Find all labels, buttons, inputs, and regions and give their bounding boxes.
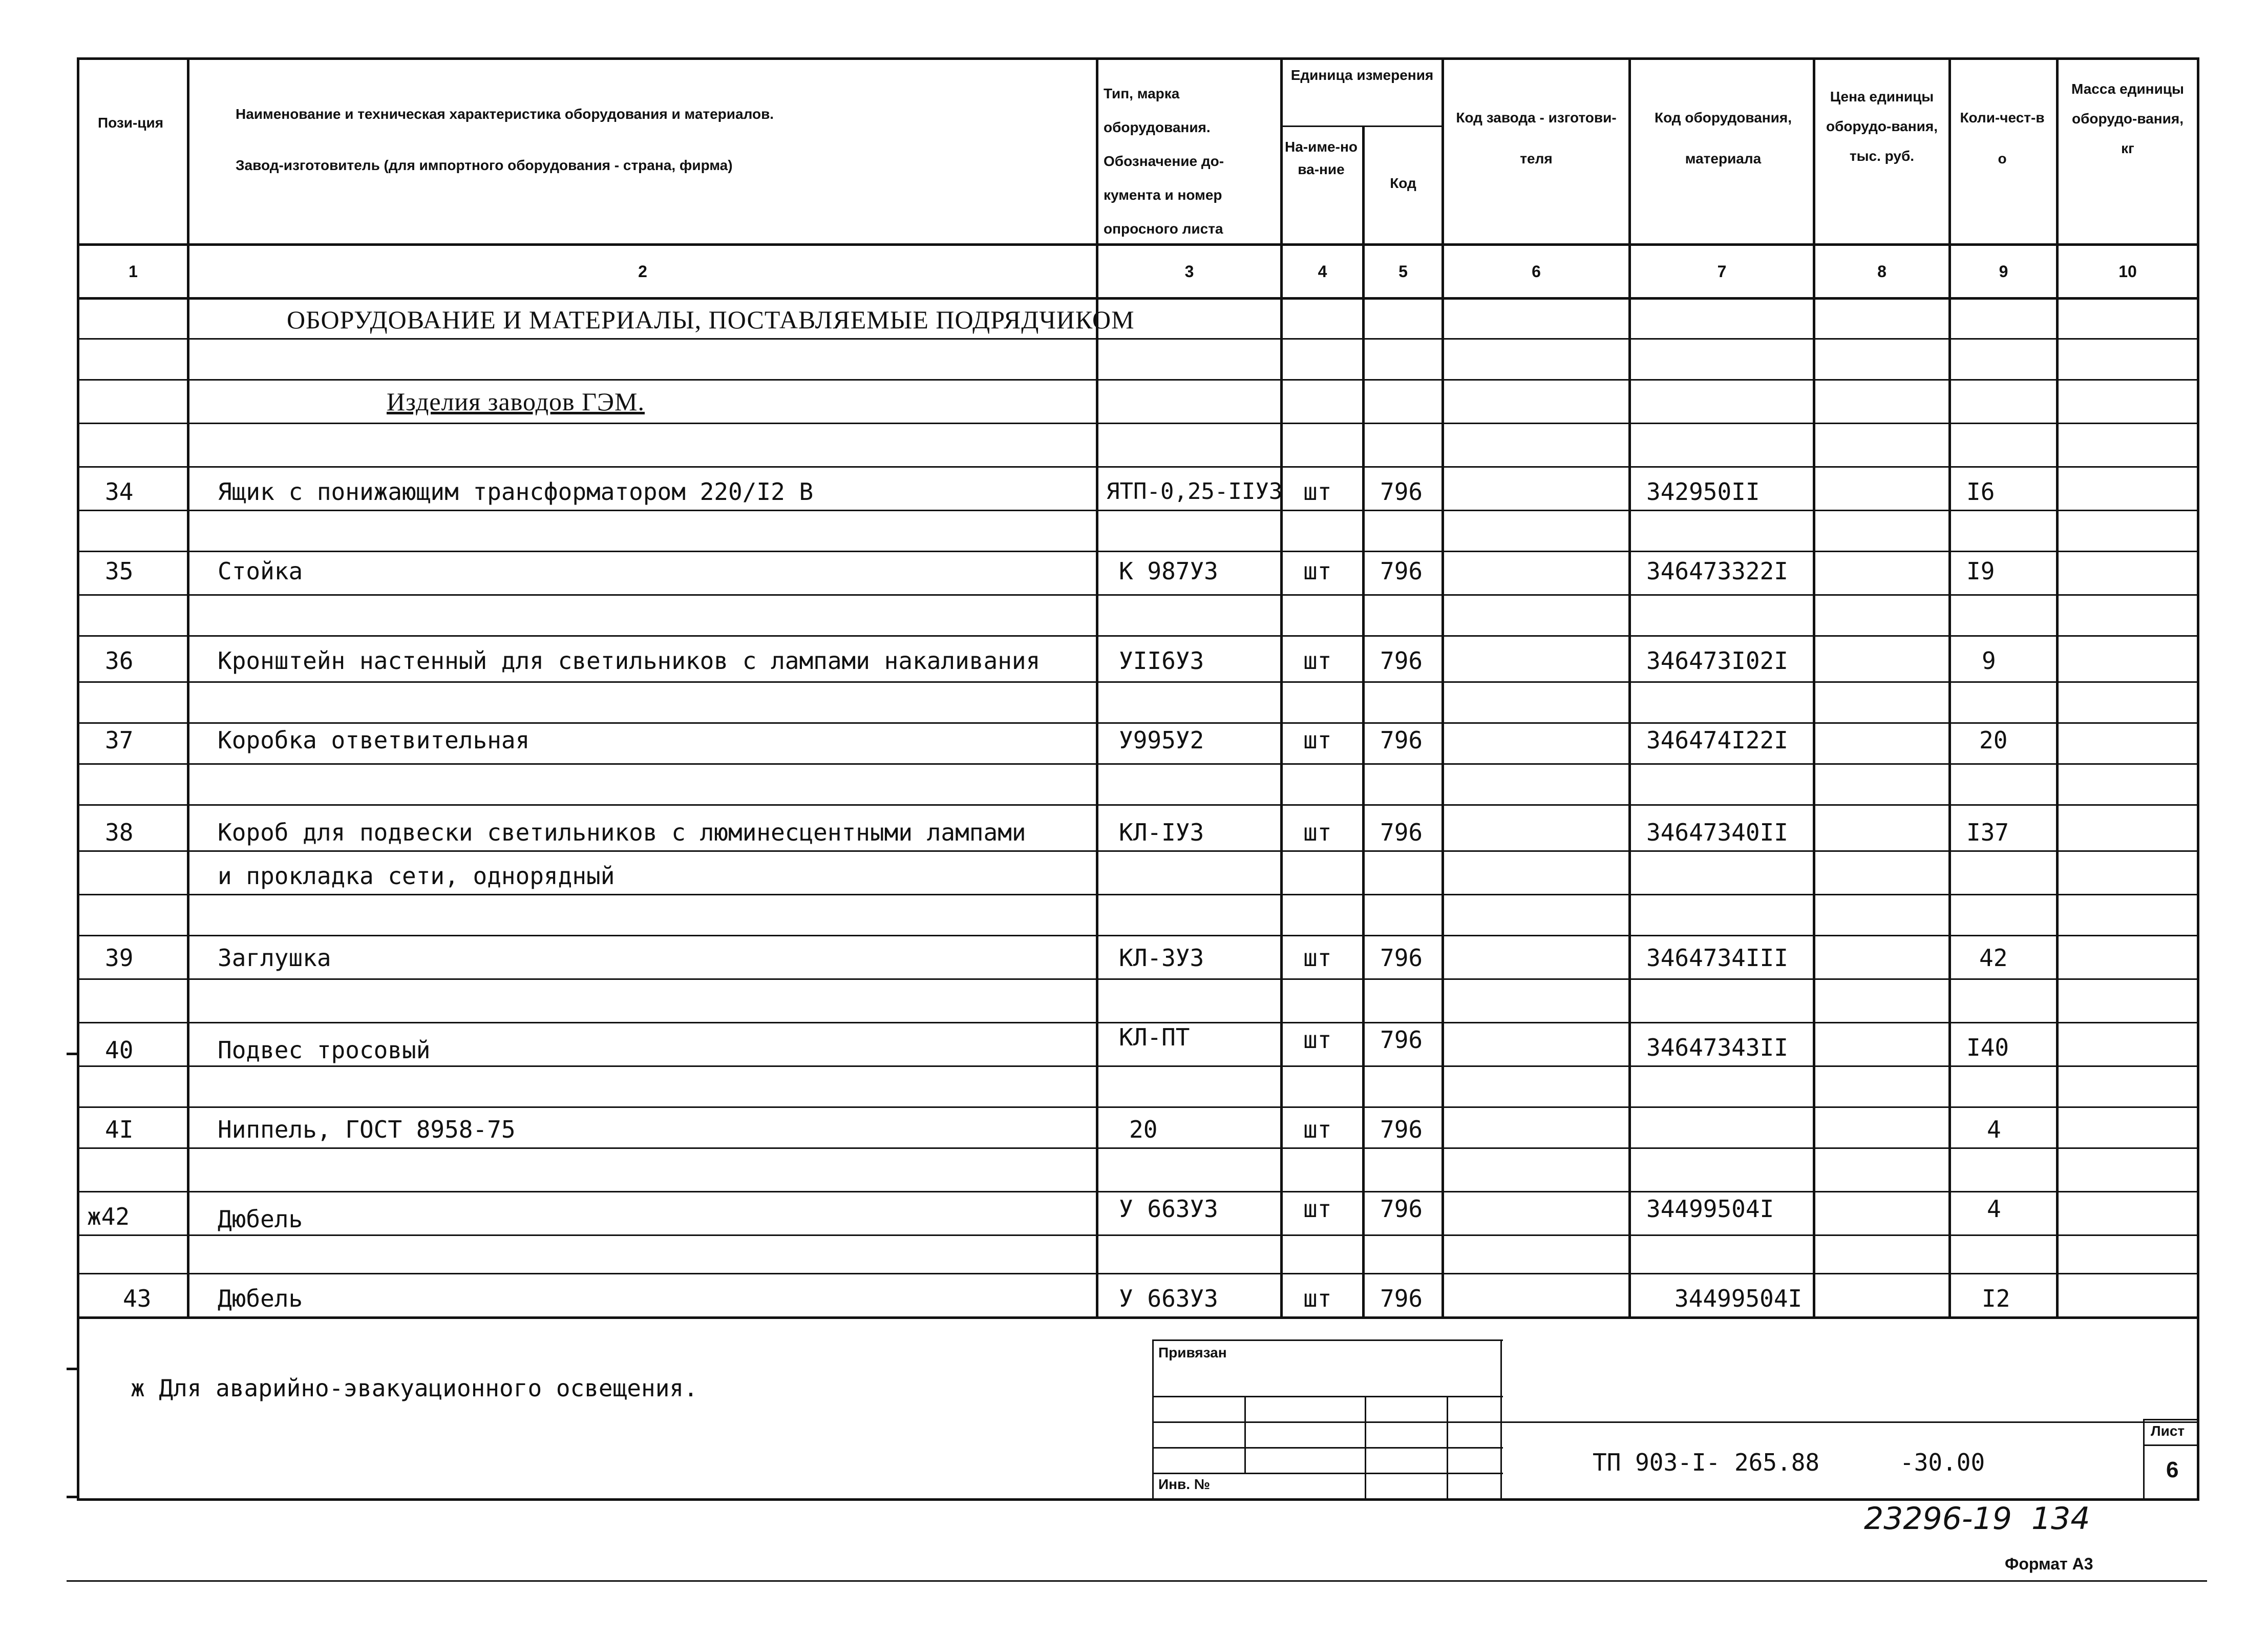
- col-border-1-2: [187, 57, 189, 1319]
- row-quantity: I37: [1966, 819, 2009, 846]
- row-line: [77, 1065, 2199, 1067]
- row-name: Подвес тросовый: [218, 1036, 431, 1064]
- sheet-box-top: [2143, 1419, 2199, 1420]
- header-type: Тип, марка оборудования. Обозначение до-кумента и номер опросного листа: [1104, 86, 1224, 237]
- row-line: [77, 423, 2199, 424]
- header-price: Цена единицы оборудо-вания, тыс. руб.: [1826, 89, 1938, 164]
- row-line: [77, 722, 2199, 724]
- row-name: Короб для подвески светильников с люминесцентными лампами: [218, 819, 1026, 846]
- row-material-code: 34499504I: [1674, 1285, 1803, 1312]
- row-material-code: 34499504I: [1646, 1195, 1774, 1223]
- row-line: [77, 510, 2199, 511]
- row-name: Ниппель, ГОСТ 8958-75: [218, 1116, 516, 1143]
- row-material-code: 342950II: [1646, 478, 1760, 506]
- col-border-8-9: [1948, 57, 1951, 1319]
- header-material-code: Код оборудования, материала: [1654, 110, 1792, 166]
- row-name-continued: и прокладка сети, однорядный: [218, 862, 615, 890]
- row-unit-code: 796: [1380, 647, 1423, 675]
- margin-tick: [67, 1368, 79, 1370]
- row-unit-code: 796: [1380, 478, 1423, 506]
- row-type: УII6У3: [1119, 647, 1204, 675]
- row-position: 37: [105, 726, 134, 754]
- row-line: [77, 763, 2199, 765]
- row-position: 4I: [105, 1116, 134, 1143]
- row-name: Кронштейн настенный для светильников с лампами накаливания: [218, 647, 1041, 675]
- col-border-4-5: [1362, 125, 1365, 1319]
- stamp-col: [1447, 1396, 1448, 1498]
- row-line: [77, 551, 2199, 552]
- row-line: [77, 379, 2199, 381]
- row-type: ЯТП-0,25-IIУ3: [1106, 478, 1283, 505]
- stamp-line: [1152, 1473, 1503, 1474]
- footnote: ж Для аварийно-эвакуационного освещения.: [131, 1374, 698, 1402]
- unit-header-divider: [1280, 125, 1442, 127]
- row-unit: шт: [1303, 1285, 1332, 1312]
- colnum-bottom-border: [77, 297, 2199, 300]
- row-line: [77, 1191, 2199, 1192]
- row-unit: шт: [1303, 478, 1332, 506]
- row-material-code: 346473322I: [1646, 557, 1788, 585]
- colnum-5: 5: [1398, 262, 1408, 281]
- stamp-inventory: Инв. №: [1158, 1476, 1211, 1492]
- row-unit: шт: [1303, 1026, 1332, 1054]
- row-type: У995У2: [1119, 726, 1204, 754]
- row-line: [77, 466, 2199, 468]
- row-name: Стойка: [218, 557, 303, 585]
- stamp-line: [1152, 1447, 1503, 1449]
- row-type: КЛ-ПТ: [1119, 1023, 1190, 1051]
- row-material-code: 346473I02I: [1646, 647, 1788, 675]
- row-line: [77, 894, 2199, 895]
- page-bottom-line: [67, 1580, 2207, 1582]
- stamp-top: [1152, 1339, 1503, 1341]
- row-quantity: I9: [1966, 557, 1995, 585]
- stamp-line: [1152, 1396, 1503, 1397]
- row-name: Дюбель: [218, 1205, 303, 1233]
- row-material-code: 34647340II: [1646, 819, 1788, 846]
- stamp-privyazan: Привязан: [1158, 1345, 1227, 1360]
- row-unit-code: 796: [1380, 1026, 1423, 1054]
- row-material-code: 3464734III: [1646, 944, 1788, 972]
- row-unit: шт: [1303, 944, 1332, 972]
- header-factory-code: Код завода - изготови-теля: [1456, 110, 1617, 166]
- document-code-suffix: -30.00: [1900, 1449, 1985, 1476]
- stamp-line: [1152, 1421, 2199, 1423]
- row-unit-code: 796: [1380, 1116, 1423, 1143]
- row-quantity: 4: [1987, 1116, 2001, 1143]
- row-type: 20: [1129, 1116, 1158, 1143]
- row-unit: шт: [1303, 726, 1332, 754]
- row-line: [77, 1234, 2199, 1236]
- row-unit-code: 796: [1380, 819, 1423, 846]
- colnum-3: 3: [1184, 262, 1194, 281]
- row-quantity: 4: [1987, 1195, 2001, 1223]
- col-border-right: [2197, 57, 2199, 1501]
- row-material-code: 346474I22I: [1646, 726, 1788, 754]
- row-line: [77, 804, 2199, 806]
- row-quantity: I2: [1982, 1285, 2010, 1312]
- header-quantity: Коли-чест-во: [1960, 110, 2045, 166]
- row-line: [77, 1147, 2199, 1149]
- row-unit-code: 796: [1380, 726, 1423, 754]
- register-number: 23296-19 134: [1864, 1501, 2090, 1537]
- row-position: 43: [123, 1285, 152, 1312]
- row-name: Коробка ответвительная: [218, 726, 530, 754]
- row-position: 35: [105, 557, 134, 585]
- section-subtitle: Изделия заводов ГЭМ.: [387, 387, 645, 416]
- col-border-6-7: [1628, 57, 1631, 1319]
- row-position: 39: [105, 944, 134, 972]
- row-type: К 987У3: [1119, 557, 1218, 585]
- header-unit-code: Код: [1390, 175, 1416, 191]
- stamp-right: [1500, 1339, 1502, 1501]
- col-border-3-4: [1280, 57, 1283, 1319]
- row-line: [77, 1273, 2199, 1274]
- row-type: У 663У3: [1119, 1285, 1218, 1312]
- colnum-4: 4: [1318, 262, 1327, 281]
- margin-tick: [67, 1053, 79, 1055]
- row-position: 34: [105, 478, 134, 506]
- row-line: [77, 935, 2199, 936]
- row-unit: шт: [1303, 1116, 1332, 1143]
- table-top-border: [77, 57, 2199, 60]
- header-position: Пози-ция: [97, 115, 164, 131]
- col-border-7-8: [1813, 57, 1815, 1319]
- row-unit-code: 796: [1380, 1195, 1423, 1223]
- colnum-1: 1: [129, 262, 138, 281]
- row-type: КЛ-IУ3: [1119, 819, 1204, 846]
- row-line: [77, 1106, 2199, 1108]
- colnum-8: 8: [1877, 262, 1887, 281]
- row-line: [77, 681, 2199, 683]
- row-line: [77, 850, 2199, 852]
- row-unit: шт: [1303, 819, 1332, 846]
- row-position: 38: [105, 819, 134, 846]
- colnum-10: 10: [2118, 262, 2137, 281]
- row-name: Ящик с понижающим трансформатором 220/I2 В: [218, 478, 814, 506]
- row-unit-code: 796: [1380, 944, 1423, 972]
- row-quantity: 42: [1979, 944, 2008, 972]
- stamp-col: [1365, 1396, 1366, 1498]
- colnum-2: 2: [638, 262, 647, 281]
- colnum-9: 9: [1999, 262, 2008, 281]
- header-name-line2: Завод-изготовитель (для импортного оборудования - страна, фирма): [236, 157, 733, 173]
- row-line: [77, 978, 2199, 980]
- sheet-number: 6: [2166, 1457, 2179, 1482]
- stamp-left: [1152, 1339, 1154, 1501]
- row-line: [77, 594, 2199, 596]
- header-unit-name: На-име-нова-ние: [1285, 139, 1358, 177]
- table-bottom-border: [77, 1316, 2199, 1319]
- header-name-line1: Наименование и техническая характеристика оборудования и материалов.: [236, 106, 774, 122]
- row-position: 40: [105, 1036, 134, 1064]
- row-unit-code: 796: [1380, 1285, 1423, 1312]
- row-position: ж42: [87, 1203, 130, 1230]
- row-type: У 663У3: [1119, 1195, 1218, 1223]
- row-name: Дюбель: [218, 1285, 303, 1312]
- col-border-2-3: [1096, 57, 1098, 1319]
- row-quantity: 9: [1982, 647, 1996, 675]
- row-unit-code: 796: [1380, 557, 1423, 585]
- row-line: [77, 338, 2199, 340]
- col-border-9-10: [2056, 57, 2059, 1319]
- margin-tick: [67, 1496, 79, 1498]
- header-mass: Масса единицы оборудо-вания, кг: [2071, 81, 2184, 156]
- row-material-code: 34647343II: [1646, 1034, 1788, 1061]
- stamp-col: [1244, 1396, 1246, 1473]
- sheet-label: Лист: [2151, 1423, 2185, 1439]
- row-type: КЛ-3У3: [1119, 944, 1204, 972]
- row-position: 36: [105, 647, 134, 675]
- row-name: Заглушка: [218, 944, 331, 972]
- colnum-6: 6: [1532, 262, 1541, 281]
- sheet-box-left: [2143, 1419, 2145, 1501]
- row-unit: шт: [1303, 1195, 1332, 1223]
- row-quantity: I40: [1966, 1034, 2009, 1061]
- format-label: Формат А3: [2005, 1555, 2093, 1573]
- sheet-box-mid: [2143, 1444, 2199, 1446]
- row-quantity: I6: [1966, 478, 1995, 506]
- header-unit-group: Единица измерения: [1290, 67, 1434, 83]
- row-unit: шт: [1303, 647, 1332, 675]
- col-border-5-6: [1442, 57, 1444, 1319]
- row-unit: шт: [1303, 557, 1332, 585]
- section-title: ОБОРУДОВАНИЕ И МАТЕРИАЛЫ, ПОСТАВЛЯЕМЫЕ ПОДРЯДЧИКОМ: [287, 305, 1135, 334]
- row-line: [77, 635, 2199, 637]
- document-code: ТП 903-I- 265.88: [1593, 1449, 1820, 1476]
- row-quantity: 20: [1979, 726, 2008, 754]
- colnum-7: 7: [1717, 262, 1727, 281]
